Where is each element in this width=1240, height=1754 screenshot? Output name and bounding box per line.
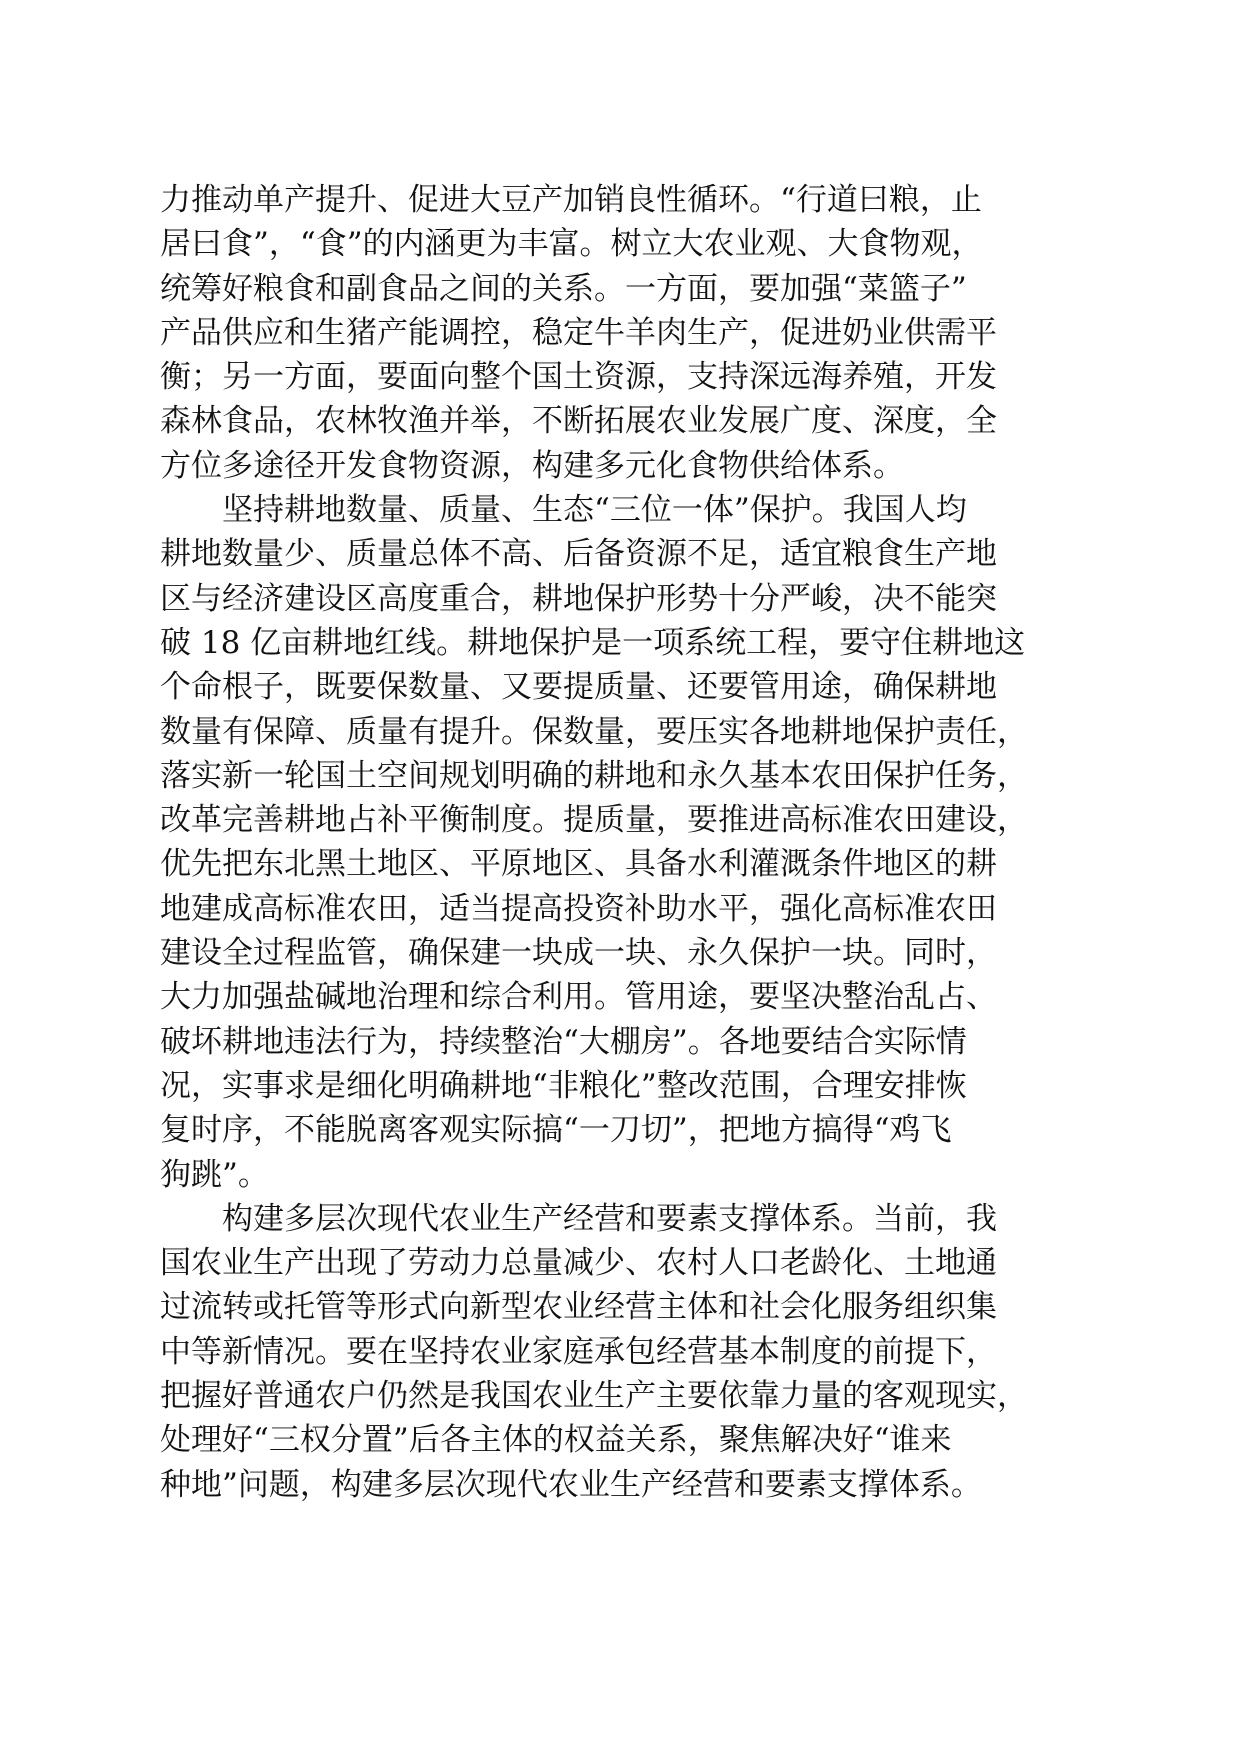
paragraph-1-line-4: 产品供应和生猪产能调控，稳定牛羊肉生产，促进奶业供需平 [160, 314, 997, 351]
paragraph-2-line-11: 建设全过程监管，确保建一块成一块、永久保护一块。同时， [160, 935, 997, 972]
paragraph-1-line-2: 居曰食”，“食”的内涵更为丰富。树立大农业观、大食物观， [160, 226, 983, 263]
paragraph-2-line-1: 坚持耕地数量、质量、生态“三位一体”保护。我国人均 [222, 492, 967, 529]
paragraph-2-line-6: 数量有保障、质量有提升。保数量，要压实各地耕地保护责任， [160, 713, 1028, 750]
paragraph-2-line-13: 破坏耕地违法行为，持续整治“大棚房”。各地要结合实际情 [160, 1023, 967, 1060]
paragraph-1-line-7: 方位多途径开发食物资源，构建多元化食物供给体系。 [160, 447, 904, 484]
paragraph-3-line-3: 过流转或托管等形式向新型农业经营主体和社会化服务组织集 [160, 1289, 997, 1326]
paragraph-3-line-5: 把握好普通农户仍然是我国农业生产主要依靠力量的客观现实， [160, 1378, 1028, 1415]
paragraph-2-line-16: 狗跳”。 [160, 1156, 269, 1193]
paragraph-2-line-5: 个命根子，既要保数量、又要提质量、还要管用途，确保耕地 [160, 669, 997, 706]
document-body [160, 178, 1080, 1507]
paragraph-3-line-6: 处理好“三权分置”后各主体的权益关系，聚焦解决好“谁来 [160, 1422, 952, 1459]
paragraph-3-line-2: 国农业生产出现了劳动力总量减少、农村人口老龄化、土地通 [160, 1245, 997, 1282]
paragraph-2-line-15: 复时序，不能脱离客观实际搞“一刀切”，把地方搞得“鸡飞 [160, 1112, 952, 1149]
paragraph-2-line-7: 落实新一轮国土空间规划明确的耕地和永久基本农田保护任务， [160, 757, 1028, 794]
paragraph-2-line-4: 破 18 亿亩耕地红线。耕地保护是一项系统工程，要守住耕地这 [160, 624, 1026, 661]
paragraph-3-line-7: 种地”问题，构建多层次现代农业生产经营和要素支撑体系。 [160, 1466, 982, 1503]
paragraph-2-line-10: 地建成高标准农田，适当提高投资补助水平，强化高标准农田 [160, 890, 997, 927]
paragraph-1-line-1: 力推动单产提升、促进大豆产加销良性循环。“行道曰粮，止 [160, 182, 982, 218]
paragraph-2-line-3: 区与经济建设区高度重合，耕地保护形势十分严峻，决不能突 [160, 580, 997, 617]
paragraph-1-line-3: 统筹好粮食和副食品之间的关系。一方面，要加强“菜篮子” [160, 270, 967, 307]
paragraph-2-line-2: 耕地数量少、质量总体不高、后备资源不足，适宜粮食生产地 [160, 536, 997, 573]
paragraph-1-line-5: 衡；另一方面，要面向整个国土资源，支持深远海养殖，开发 [160, 359, 997, 396]
paragraph-3-line-1: 构建多层次现代农业生产经营和要素支撑体系。当前，我 [222, 1200, 997, 1237]
paragraph-2-line-8: 改革完善耕地占补平衡制度。提质量，要推进高标准农田建设， [160, 802, 1028, 839]
paragraph-1-line-6: 森林食品，农林牧渔并举，不断拓展农业发展广度、深度，全 [160, 403, 997, 440]
paragraph-2-line-14: 况，实事求是细化明确耕地“非粮化”整改范围，合理安排恢 [160, 1067, 967, 1104]
paragraph-3-line-4: 中等新情况。要在坚持农业家庭承包经营基本制度的前提下， [160, 1333, 997, 1370]
paragraph-2-line-9: 优先把东北黑土地区、平原地区、具备水利灌溉条件地区的耕 [160, 846, 997, 883]
paragraph-2-line-12: 大力加强盐碱地治理和综合利用。管用途，要坚决整治乱占、 [160, 979, 997, 1016]
